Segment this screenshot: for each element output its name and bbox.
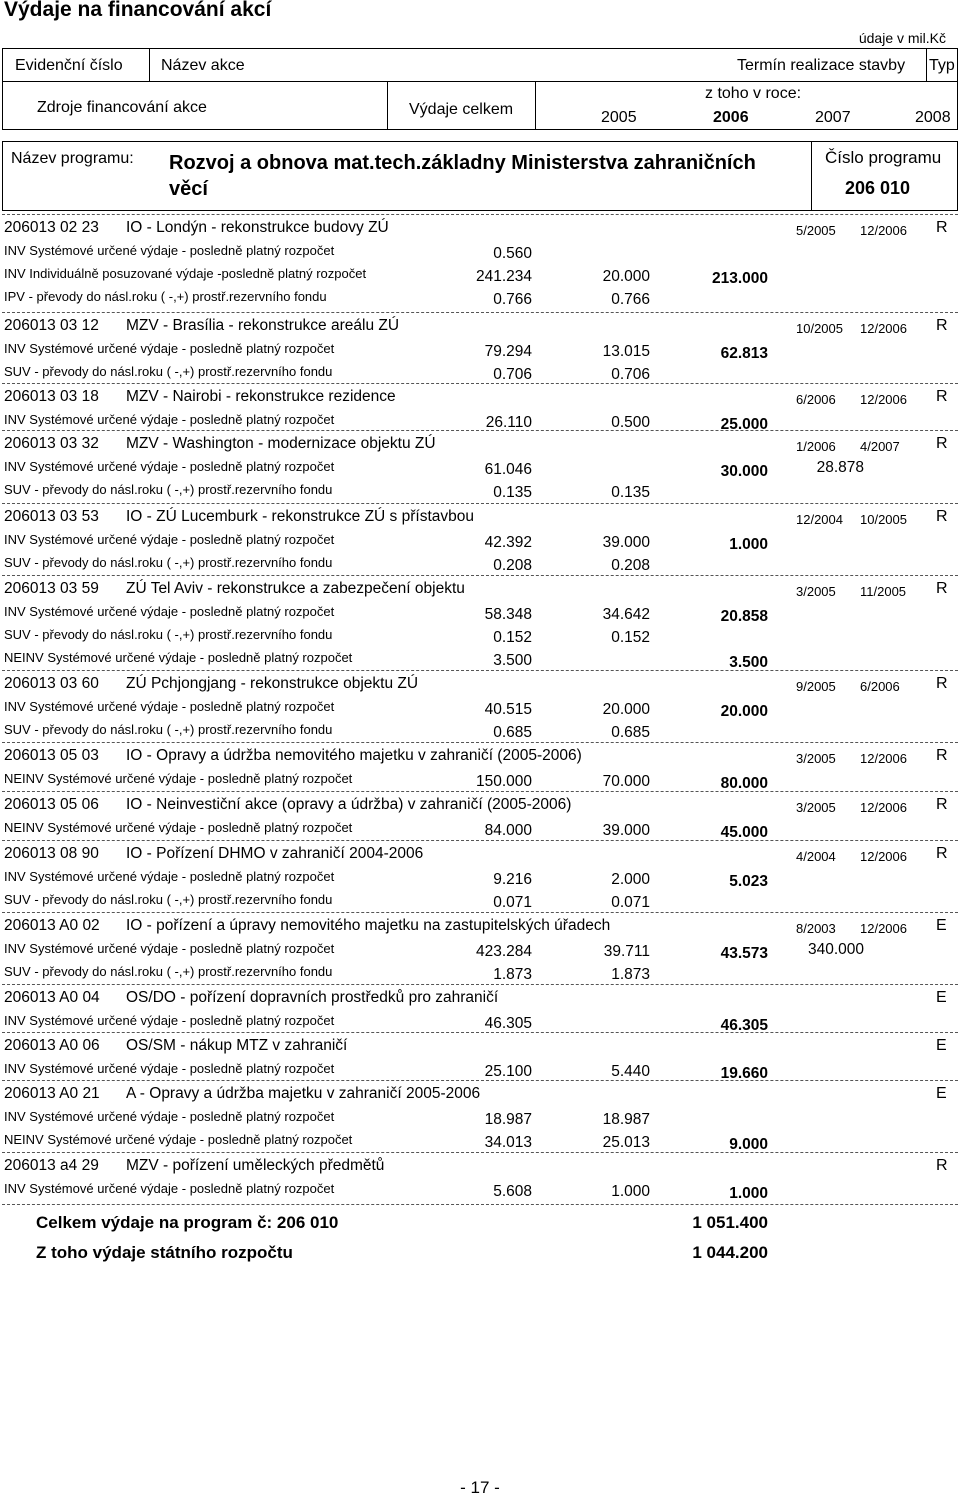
- row-divider: [2, 1032, 958, 1033]
- action-type: R: [936, 388, 948, 405]
- program-name: Rozvoj a obnova mat.tech.základny Ministerstva zahraničních: [169, 152, 756, 174]
- funding-source: SUV - převody do násl.roku ( -,+) prostř.rezervního fondu: [4, 555, 333, 570]
- action-id: 206013 A0 02: [4, 917, 100, 934]
- row-divider: [2, 742, 958, 743]
- value-2005: 2.000: [611, 871, 650, 888]
- action-type: R: [936, 675, 948, 692]
- value-2007: 28.878: [816, 459, 864, 476]
- action-to: 12/2006: [860, 392, 907, 407]
- funding-source: INV Systémové určené výdaje - posledně platný rozpočet: [4, 699, 335, 714]
- action-type: R: [936, 1157, 948, 1174]
- value-2006: 20.000: [720, 703, 768, 720]
- action-id: 206013 03 12: [4, 317, 99, 334]
- value-2005: 34.642: [602, 606, 650, 623]
- value-total: 34.013: [484, 1134, 532, 1151]
- value-2005: 0.152: [611, 629, 650, 646]
- header-evid: Evidenční číslo: [15, 57, 123, 74]
- action-type: E: [936, 917, 947, 934]
- action-name: IO - Neinvestiční akce (opravy a údržba) v zahraničí (2005-2006): [126, 796, 572, 813]
- program-number-label: Číslo programu: [825, 148, 942, 167]
- value-total: 0.208: [493, 557, 532, 574]
- value-2005: 13.015: [602, 343, 650, 360]
- header-year-2006: 2006: [713, 109, 749, 126]
- funding-source: SUV - převody do násl.roku ( -,+) prostř.rezervního fondu: [4, 892, 333, 907]
- action-to: 4/2007: [860, 439, 900, 454]
- action-id: 206013 05 03: [4, 747, 99, 764]
- value-total: 58.348: [484, 606, 532, 623]
- action-to: 6/2006: [860, 679, 900, 694]
- value-total: 61.046: [484, 461, 532, 478]
- action-type: R: [936, 845, 948, 862]
- action-to: 12/2006: [860, 849, 907, 864]
- action-type: R: [936, 796, 948, 813]
- funding-source: SUV - převody do násl.roku ( -,+) prostř.rezervního fondu: [4, 964, 333, 979]
- action-type: E: [936, 1085, 947, 1102]
- value-2005: 0.706: [611, 366, 650, 383]
- action-type: E: [936, 1037, 947, 1054]
- value-2006: 45.000: [720, 824, 768, 841]
- total-program-value: 1 051.400: [692, 1213, 768, 1232]
- value-total: 9.216: [493, 871, 532, 888]
- action-from: 3/2005: [796, 751, 836, 766]
- action-type: R: [936, 435, 948, 452]
- row-divider: [2, 1080, 958, 1081]
- row-divider: [2, 912, 958, 913]
- units-note: údaje v mil.Kč: [858, 30, 946, 46]
- value-2005: 0.135: [611, 484, 650, 501]
- action-to: 12/2006: [860, 751, 907, 766]
- action-id: 206013 a4 29: [4, 1157, 99, 1174]
- value-total: 0.135: [493, 484, 532, 501]
- action-name: MZV - Washington - modernizace objektu ZÚ: [126, 435, 436, 452]
- funding-source: INV Systémové určené výdaje - posledně platný rozpočet: [4, 869, 335, 884]
- value-total: 423.284: [475, 943, 532, 960]
- value-2005: 39.000: [602, 534, 650, 551]
- value-total: 25.100: [484, 1063, 532, 1080]
- action-name: IO - Opravy a údržba nemovitého majetku v zahraničí (2005-2006): [126, 747, 582, 764]
- action-type: R: [936, 508, 948, 525]
- value-2005: 5.440: [611, 1063, 650, 1080]
- value-2005: 39.000: [602, 822, 650, 839]
- action-type: R: [936, 580, 948, 597]
- value-2006: 19.660: [720, 1065, 768, 1082]
- value-2006: 25.000: [720, 416, 768, 433]
- value-total: 84.000: [484, 822, 532, 839]
- value-total: 0.152: [493, 629, 532, 646]
- value-total: 5.608: [493, 1183, 532, 1200]
- funding-source: SUV - převody do násl.roku ( -,+) prostř.rezervního fondu: [4, 364, 333, 379]
- funding-source: INV Systémové určené výdaje - posledně platný rozpočet: [4, 1109, 335, 1124]
- action-id: 206013 A0 04: [4, 989, 100, 1006]
- action-from: 1/2006: [796, 439, 836, 454]
- funding-source: INV Systémové určené výdaje - posledně platný rozpočet: [4, 1061, 335, 1076]
- value-total: 18.987: [484, 1111, 532, 1128]
- header-year-2008: 2008: [915, 109, 951, 126]
- program-box: [2, 141, 958, 211]
- row-divider: [2, 503, 958, 504]
- funding-source: IPV - převody do násl.roku ( -,+) prostř.rezervního fondu: [4, 289, 327, 304]
- funding-source: INV Systémové určené výdaje - posledně platný rozpočet: [4, 604, 335, 619]
- action-id: 206013 05 06: [4, 796, 99, 813]
- action-id: 206013 08 90: [4, 845, 99, 862]
- value-2005: 20.000: [602, 268, 650, 285]
- action-id: 206013 03 32: [4, 435, 99, 452]
- value-2006: 20.858: [720, 608, 768, 625]
- action-name: A - Opravy a údržba majetku v zahraničí 2005-2006: [126, 1085, 481, 1102]
- action-type: E: [936, 989, 947, 1006]
- header-typ: Typ: [929, 57, 955, 74]
- action-from: 8/2003: [796, 921, 836, 936]
- row-divider: [2, 840, 958, 841]
- value-2006: 5.023: [729, 873, 768, 890]
- action-type: R: [936, 317, 948, 334]
- action-id: 206013 03 59: [4, 580, 99, 597]
- funding-source: INV Individuálně posuzované výdaje -posledně platný rozpočet: [4, 266, 367, 281]
- header-year-2007: 2007: [815, 109, 851, 126]
- action-from: 3/2005: [796, 800, 836, 815]
- page-number: - 17 -: [460, 1478, 500, 1497]
- action-from: 5/2005: [796, 223, 836, 238]
- value-total: 0.685: [493, 724, 532, 741]
- action-id: 206013 A0 06: [4, 1037, 100, 1054]
- value-2005: 39.711: [603, 943, 650, 960]
- value-2007: 340.000: [807, 941, 864, 958]
- value-2005: 0.766: [611, 291, 650, 308]
- value-total: 26.110: [485, 414, 532, 431]
- funding-source: INV Systémové určené výdaje - posledně platný rozpočet: [4, 1013, 335, 1028]
- action-name: IO - Pořízení DHMO v zahraničí 2004-2006: [126, 845, 424, 862]
- funding-source: INV Systémové určené výdaje - posledně platný rozpočet: [4, 532, 335, 547]
- value-2005: 1.873: [611, 966, 650, 983]
- row-divider: [2, 312, 958, 313]
- action-id: 206013 02 23: [4, 219, 99, 236]
- program-label: Název programu:: [11, 150, 134, 167]
- action-name: OS/SM - nákup MTZ v zahraničí: [126, 1037, 348, 1054]
- header-z-toho: z toho v roce:: [705, 85, 802, 102]
- action-to: 12/2006: [860, 223, 907, 238]
- total-program-label: Celkem výdaje na program č: 206 010: [36, 1213, 339, 1232]
- value-total: 3.500: [493, 652, 532, 669]
- row-divider: [2, 1204, 958, 1205]
- action-to: 10/2005: [860, 512, 907, 527]
- value-total: 0.560: [493, 245, 532, 262]
- value-total: 40.515: [484, 701, 532, 718]
- value-total: 0.706: [493, 366, 532, 383]
- funding-source: INV Systémové určené výdaje - posledně platný rozpočet: [4, 1181, 335, 1196]
- value-2006: 3.500: [729, 654, 768, 671]
- action-from: 4/2004: [796, 849, 836, 864]
- funding-source: INV Systémové určené výdaje - posledně platný rozpočet: [4, 243, 335, 258]
- funding-source: NEINV Systémové určené výdaje - posledně platný rozpočet: [4, 771, 353, 786]
- value-2006: 9.000: [729, 1136, 768, 1153]
- value-total: 46.305: [484, 1015, 532, 1032]
- funding-source: INV Systémové určené výdaje - posledně platný rozpočet: [4, 341, 335, 356]
- funding-source: NEINV Systémové určené výdaje - posledně platný rozpočet: [4, 650, 353, 665]
- action-from: 10/2005: [796, 321, 843, 336]
- row-divider: [2, 791, 958, 792]
- total-state-label: Z toho výdaje státního rozpočtu: [36, 1243, 293, 1262]
- funding-source: SUV - převody do násl.roku ( -,+) prostř.rezervního fondu: [4, 482, 333, 497]
- action-id: 206013 03 53: [4, 508, 99, 525]
- funding-source: INV Systémové určené výdaje - posledně platný rozpočet: [4, 459, 335, 474]
- action-name: OS/DO - pořízení dopravních prostředků pro zahraničí: [126, 989, 499, 1006]
- value-2006: 213.000: [711, 270, 768, 287]
- row-divider: [2, 214, 958, 215]
- action-id: 206013 A0 21: [4, 1085, 100, 1102]
- action-to: 12/2006: [860, 921, 907, 936]
- value-2005: 1.000: [611, 1183, 650, 1200]
- row-divider: [2, 430, 958, 431]
- action-type: R: [936, 747, 948, 764]
- value-2006: 1.000: [729, 536, 768, 553]
- row-divider: [2, 670, 958, 671]
- action-from: 9/2005: [796, 679, 836, 694]
- header-vydaje-celkem: Výdaje celkem: [409, 101, 514, 118]
- header-year-2005: 2005: [601, 109, 637, 126]
- page-title: Výdaje na financování akcí: [4, 0, 272, 21]
- value-total: 0.071: [493, 894, 532, 911]
- value-2005: 70.000: [602, 773, 650, 790]
- row-divider: [2, 383, 958, 384]
- funding-source: SUV - převody do násl.roku ( -,+) prostř.rezervního fondu: [4, 627, 333, 642]
- value-total: 241.234: [475, 268, 532, 285]
- row-divider: [2, 1152, 958, 1153]
- row-divider: [2, 575, 958, 576]
- value-2005: 0.500: [611, 414, 650, 431]
- value-2005: 0.071: [611, 894, 650, 911]
- action-to: 11/2005: [860, 584, 907, 599]
- action-to: 12/2006: [860, 321, 907, 336]
- header-termin: Termín realizace stavby: [737, 57, 906, 74]
- value-2006: 46.305: [720, 1017, 768, 1034]
- value-total: 150.000: [475, 773, 532, 790]
- value-2006: 80.000: [720, 775, 768, 792]
- value-2005: 20.000: [602, 701, 650, 718]
- action-name: MZV - Nairobi - rekonstrukce rezidence: [126, 388, 396, 405]
- funding-source: SUV - převody do násl.roku ( -,+) prostř.rezervního fondu: [4, 722, 333, 737]
- action-from: 12/2004: [796, 512, 843, 527]
- program-name-cont: věcí: [169, 178, 208, 200]
- action-name: MZV - pořízení uměleckých předmětů: [126, 1157, 385, 1174]
- row-divider: [2, 984, 958, 985]
- value-total: 42.392: [484, 534, 532, 551]
- action-from: 6/2006: [796, 392, 836, 407]
- action-name: IO - Londýn - rekonstrukce budovy ZÚ: [126, 219, 389, 236]
- program-number: 206 010: [845, 178, 911, 198]
- value-2006: 62.813: [720, 345, 768, 362]
- action-from: 3/2005: [796, 584, 836, 599]
- action-name: MZV - Brasília - rekonstrukce areálu ZÚ: [126, 317, 400, 334]
- table-header: [2, 48, 958, 130]
- value-total: 79.294: [484, 343, 532, 360]
- action-name: IO - ZÚ Lucemburk - rekonstrukce ZÚ s přístavbou: [126, 508, 474, 525]
- action-type: R: [936, 219, 948, 236]
- value-2005: 25.013: [602, 1134, 650, 1151]
- funding-source: INV Systémové určené výdaje - posledně platný rozpočet: [4, 412, 335, 427]
- value-total: 0.766: [493, 291, 532, 308]
- action-name: ZÚ Tel Aviv - rekonstrukce a zabezpečení objektu: [126, 580, 465, 597]
- action-id: 206013 03 18: [4, 388, 99, 405]
- header-nazev-akce: Název akce: [161, 57, 245, 74]
- value-2005: 18.987: [602, 1111, 650, 1128]
- action-id: 206013 03 60: [4, 675, 99, 692]
- action-name: ZÚ Pchjongjang - rekonstrukce objektu ZÚ: [126, 675, 419, 692]
- funding-source: NEINV Systémové určené výdaje - posledně platný rozpočet: [4, 1132, 353, 1147]
- funding-source: INV Systémové určené výdaje - posledně platný rozpočet: [4, 941, 335, 956]
- total-state-value: 1 044.200: [692, 1243, 768, 1262]
- value-2006: 43.573: [720, 945, 768, 962]
- funding-source: NEINV Systémové určené výdaje - posledně platný rozpočet: [4, 820, 353, 835]
- value-2005: 0.208: [611, 557, 650, 574]
- value-2005: 0.685: [611, 724, 650, 741]
- value-2006: 1.000: [729, 1185, 768, 1202]
- value-2006: 30.000: [720, 463, 768, 480]
- action-name: IO - pořízení a úpravy nemovitého majetku na zastupitelských úřadech: [126, 917, 611, 934]
- value-total: 1.873: [493, 966, 532, 983]
- action-to: 12/2006: [860, 800, 907, 815]
- header-zdroje: Zdroje financování akce: [37, 99, 207, 116]
